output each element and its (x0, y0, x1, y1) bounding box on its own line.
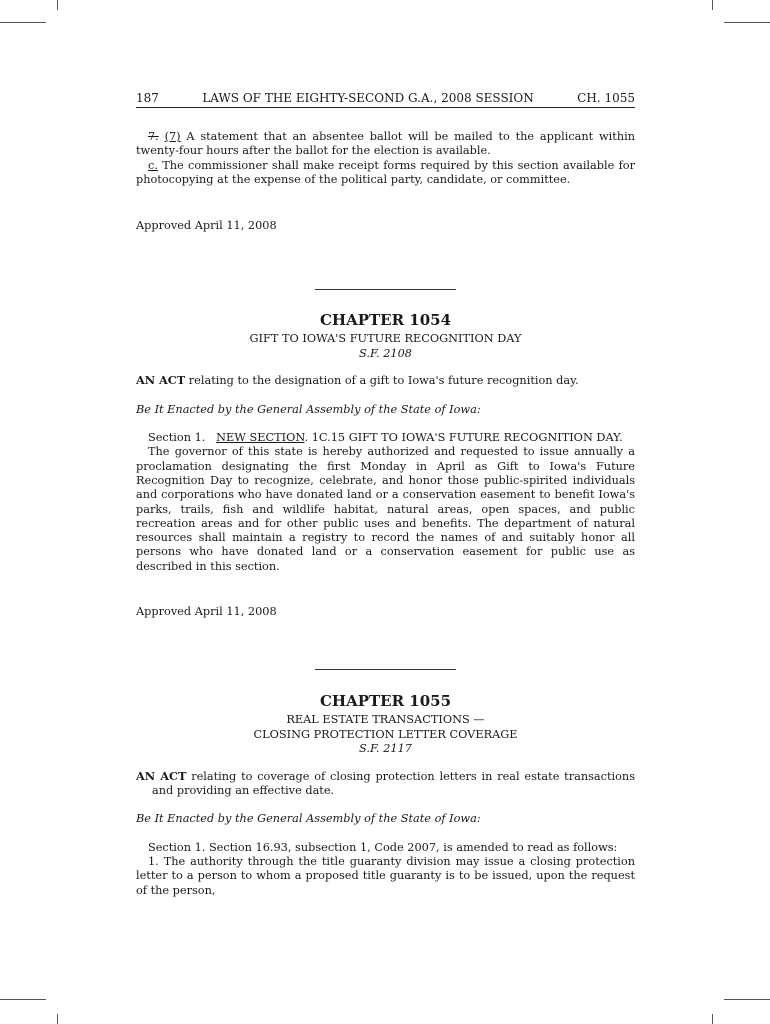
chapter-1055-enacting-clause: Be It Enacted by the General Assembly of the State of Iowa: (136, 812, 481, 826)
crop-mark-bottom-right-h (724, 999, 770, 1000)
chapter-1055-paragraph-1: 1. The authority through the title guaranty division may issue a closing protection letter to a person to whom a proposed title guaranty is to be issued, upon the request of the person, (136, 855, 635, 897)
crop-mark-top-right-v (712, 0, 713, 10)
act-text: relating to coverage of closing protection letters in real estate transactions and providing an effective date. (152, 769, 636, 798)
chapter-1054-bill: S.F. 2108 (359, 346, 412, 360)
new-numeral: (7) (164, 130, 181, 143)
crop-mark-bottom-right-v (712, 1014, 713, 1024)
carryover-subparagraph-c (136, 159, 635, 188)
chapter-1054-act (136, 373, 635, 388)
act-text: relating to the designation of a gift to Iowa's future recognition day. (188, 374, 579, 388)
crop-mark-top-right-h (724, 22, 770, 23)
page-number: 187 (136, 91, 159, 105)
chapter-1055-subtitle-line1: REAL ESTATE TRANSACTIONS — (286, 713, 485, 727)
struck-numeral: 7. (148, 130, 159, 143)
crop-mark-bottom-left-v (57, 1014, 58, 1024)
chapter-1054-enacting-clause: Be It Enacted by the General Assembly of the State of Iowa: (136, 402, 481, 416)
chapter-1054-title: CHAPTER 1054 (319, 311, 452, 330)
approval-date-1053: Approved April 11, 2008 (136, 219, 277, 233)
item-text: A statement that an absentee ballot will be mailed to the applicant within twenty-four hours after the ballot for the election is available. (136, 130, 635, 158)
chapter-1055-bill: S.F. 2117 (359, 742, 412, 756)
document-page (136, 90, 635, 898)
subparagraph-text: The commissioner shall make receipt forms required by this section available for photocopying at the expense of the political party, candidate, or committee. (136, 158, 635, 186)
chapter-1055-section-intro: Section 1. Section 16.93, subsection 1, Code 2007, is amended to read as follows: (148, 840, 618, 854)
chapter-1055-title: CHAPTER 1055 (319, 692, 452, 711)
new-section-marker: NEW SECTION (216, 431, 305, 445)
crop-mark-top-left-v (57, 0, 58, 10)
chapter-1055-subtitle-line2: CLOSING PROTECTION LETTER COVERAGE (253, 727, 518, 741)
section-label: Section 1. (148, 431, 206, 445)
approval-date-1054: Approved April 11, 2008 (136, 605, 277, 619)
carryover-item-7 (136, 130, 635, 159)
subparagraph-label: c. (148, 158, 158, 172)
chapter-1054-subtitle: GIFT TO IOWA'S FUTURE RECOGNITION DAY (249, 332, 522, 346)
chapter-1054-body: The governor of this state is hereby authorized and requested to issue annually a proclamation designating the first Monday in April as Gift to Iowa's Future Recognition Day to recognize, celebrate, and honor those public-spirited individuals and corporations who have donated land or a conservation easement to benefit Iowa's parks, trails, fish and wildlife habitat, natural areas, open spaces, and public recreation areas and for other public uses and benefits. The department of natural resources shall maintain a registry to record the names of and suitably honor all persons who have donated land or a conservation easement for public use as described in this section. (136, 445, 635, 573)
running-header (136, 90, 635, 108)
crop-mark-bottom-left-h (0, 999, 46, 1000)
chapter-1055-act (136, 769, 635, 799)
chapter-1054-section-heading (136, 431, 635, 445)
chapter-reference: CH. 1055 (577, 91, 635, 105)
section-heading-text: . 1C.15 GIFT TO IOWA'S FUTURE RECOGNITION DAY. (304, 431, 623, 445)
act-label: AN ACT (136, 373, 186, 388)
running-title: LAWS OF THE EIGHTY-SECOND G.A., 2008 SESSION (202, 91, 534, 105)
crop-mark-top-left-h (0, 22, 46, 23)
act-label: AN ACT (136, 768, 187, 783)
